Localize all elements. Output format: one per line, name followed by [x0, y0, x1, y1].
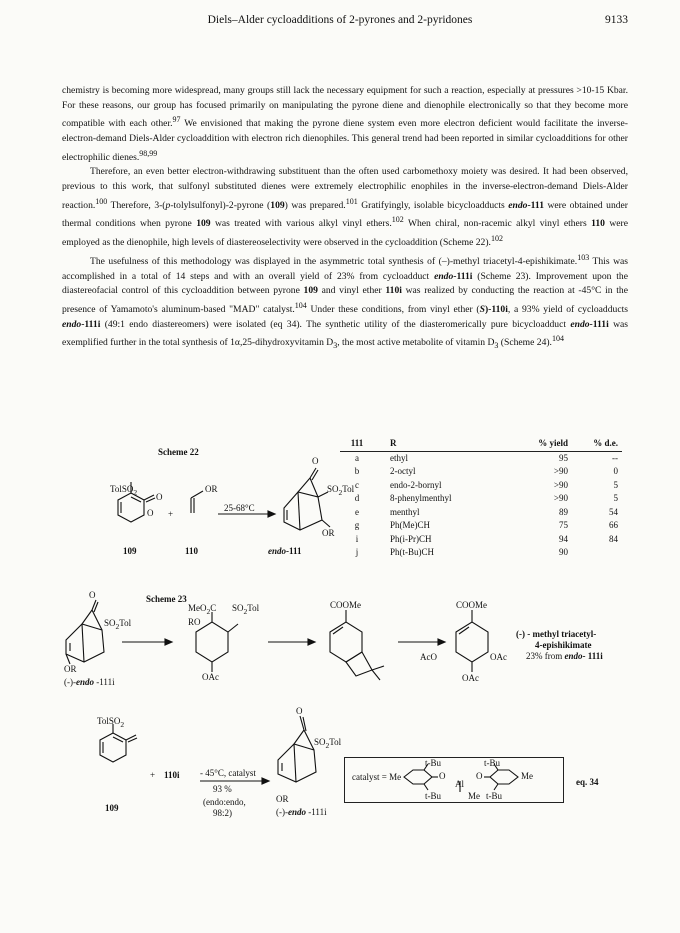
paragraph-2: Therefore, an even better electron-withdrawing substituent than the often used carbomethoxy moiety was desired. It had been observed, previous to this work, that sulfonyl substituted dienes were extremely electrophilic enophiles in the inverse-electron-demand Diels-Alder reaction.$^{100}$ Therefore, 3-(p-tolylsulfonyl)-2-pyrone (109) was prepared.$^{101}$ Gratifyingly, isolable bicycloadducts endo-111 were obtained under thermal conditions when pyrone 109 was treated with various alkyl vinyl ethers.$^{102}$ When chiral, non-racemic alkyl vinyl ethers 110 were employed as the dienophile, high levels of diastereoselectivity were observed in the cycloaddition (Scheme 22).$^{102}$ [62, 166, 628, 249]
table-cell: Ph(t-Bu)CH [390, 547, 435, 557]
table-cell: Ph(i-Pr)CH [390, 533, 432, 544]
scheme-22-title: Scheme 22 [158, 447, 199, 457]
catalyst-tbu-3: t-Bu [425, 791, 442, 801]
catalyst-me-right: Me [521, 771, 533, 781]
eq34-compound-109: 109 [105, 803, 119, 813]
page-number: 9133 [605, 14, 628, 26]
table-cell: Ph(Me)CH [390, 520, 430, 530]
eq34-product-or: OR [276, 794, 289, 804]
table-cell: 90 [559, 547, 568, 557]
table-row [340, 506, 622, 520]
eq34-conditions-3: (endo:endo, [203, 797, 246, 807]
tolso2-label: TolSO$_2$ [110, 484, 138, 497]
shikimate-structure [456, 610, 488, 672]
eq34-tolso2-label: TolSO$_2$ [97, 716, 125, 729]
catalyst-al: Al [455, 779, 464, 789]
s23-i3-oac1-label: OAc [490, 652, 507, 662]
vinyl-ether-110-structure [191, 491, 203, 513]
s23-i1-oac-label: OAc [202, 672, 219, 682]
eq34-product-label: (-)-endo -111i [276, 807, 327, 817]
table-cell: 95 [559, 452, 568, 463]
table-cell: >90 [553, 466, 568, 476]
table-row [340, 465, 622, 479]
s23-i1-meo2c-label: MeO$_2$C [188, 603, 217, 616]
compound-110-label: 110 [185, 546, 199, 556]
eq34-product-o: O [296, 706, 303, 716]
catalyst-label: catalyst = Me [352, 772, 402, 782]
table-cell: -- [612, 452, 618, 463]
paragraph-1: chemistry is becoming more widespread, many groups still lack the necessary equipment for such a reaction, especially at pressures >10-15 Kbar. For these reasons, our group has focused primarily on manipulating the pyrone diene and dienophile electronically so that they become more compatible with each other.$^{97}$ We envisioned that making the pyrone diene system even more electron deficient would facilitate the inverse-electron-demand Diels-Alder cycloaddition with electron rich dienophiles. This general trend had been reported in similar cycloadditions for other electrophilic dienes.$^{98,99}$ [62, 85, 628, 163]
s23-i2-coome-label: COOMe [330, 600, 361, 610]
s23-i3-coome-label: COOMe [456, 600, 487, 610]
s23-product-line-2: 4-epishikimate [535, 640, 592, 650]
s23-product-line-3: 23% from endo- 111i [526, 651, 603, 661]
table-cell: d [354, 493, 360, 503]
table-row [340, 451, 622, 465]
s23-i1-ro-label: RO [188, 617, 201, 627]
table-cell: >90 [553, 479, 568, 490]
eq34-pyrone-structure [100, 724, 137, 762]
eq34-product-so2tol: $SO_2Tol$ [314, 737, 342, 750]
table-cell: i [355, 533, 359, 544]
catalyst-o-left: O [439, 771, 446, 781]
vinyl-ether-or-label: OR [205, 484, 218, 494]
table-row [340, 492, 622, 506]
s23-i1-so2tol-label: $SO_2Tol$ [232, 603, 260, 616]
s23-start-so2tol-label: $SO_2Tol$ [104, 618, 132, 631]
scheme-23-title: Scheme 23 [146, 594, 187, 604]
catalyst-tbu-4: t-Bu [486, 791, 503, 801]
eq34-plus: + [150, 770, 156, 780]
plus-sign: + [168, 509, 174, 519]
s23-start-o-label: O [89, 590, 96, 600]
table-cell: e [355, 506, 359, 517]
table-row [340, 519, 622, 533]
table-cell: endo-2-bornyl [390, 479, 442, 490]
table-cell: c [355, 479, 359, 490]
table-row [340, 533, 622, 547]
table-cell: 8-phenylmenthyl [390, 493, 452, 503]
eq34-conditions-1: - 45°C, catalyst [200, 768, 256, 778]
table-cell: ethyl [390, 452, 408, 463]
table-cell [572, 546, 622, 560]
catalyst-o-right: O [476, 771, 483, 781]
s23-start-or-label: OR [64, 664, 77, 674]
eq34-product-structure [278, 716, 316, 782]
catalyst-me-center: Me [468, 791, 480, 801]
eq34-reagent: 110i [164, 770, 180, 780]
table-cell: 0 [613, 466, 618, 476]
catalyst-tbu-2: t-Bu [484, 758, 501, 768]
diastereoselectivity-table [340, 437, 622, 560]
table-row [340, 479, 622, 493]
pyrone-ring-o-label: O [147, 508, 154, 518]
table-cell: menthyl [390, 506, 420, 517]
table-cell: 89 [559, 506, 568, 517]
product-so2tol-label: $SO_2Tol$ [327, 484, 355, 497]
equation-number: eq. 34 [576, 777, 599, 787]
table-cell: 2-octyl [390, 466, 416, 476]
s23-start-compound-label: (-)-endo -111i [64, 677, 115, 687]
compound-109-label: 109 [123, 546, 137, 556]
compound-endo-111-label: endo-111 [268, 546, 302, 556]
catalyst-tbu-1: t-Bu [425, 758, 442, 768]
scheme23-intermediate-1-structure [196, 612, 238, 672]
eq34-conditions-4: 98:2) [213, 808, 232, 818]
s23-i3-aco-label: AcO [420, 652, 437, 662]
eq34-conditions-2: 93 % [213, 784, 232, 794]
s23-product-line-1: (-) - methyl triacetyl- [516, 629, 597, 639]
table-cell: a [355, 452, 359, 463]
table-cell: 66 [609, 520, 618, 530]
table-cell: j [355, 547, 359, 557]
scheme23-start-structure [66, 600, 104, 664]
table-cell: 54 [609, 506, 618, 517]
pyrone-o-label: O [156, 492, 163, 502]
table-header-row: 111 R % yield % d.e. [340, 437, 622, 451]
product-or-label: OR [322, 528, 335, 538]
scheme23-intermediate-2-structure [330, 610, 384, 680]
table-cell: g [354, 520, 360, 530]
s23-i3-oac2-label: OAc [462, 673, 479, 683]
product-o-label: O [312, 456, 319, 466]
table-cell: 94 [559, 533, 568, 544]
table-row [340, 546, 622, 560]
table-cell: 5 [613, 493, 618, 503]
scheme22-conditions: 25-68°C [224, 503, 255, 513]
table-cell: >90 [553, 493, 568, 503]
table-cell: 75 [559, 520, 568, 530]
table-cell: 5 [613, 479, 618, 490]
paragraph-3: The usefulness of this methodology was displayed in the asymmetric total synthesis of (–)-methyl triacetyl-4-epishikimate.$^{103}$ This was accomplished in a total of 14 steps and with an overall yield of 23% from cycloadduct endo-111i (Scheme 23). Improvement upon the diastereofacial control of this cycloaddition between pyrone 109 and vinyl ether 110i was realized by conducting the reaction at -45°C in the presence of Yamamoto's aluminum-based "MAD" catalyst.$^{104}$ Under these conditions, from vinyl ether (S)-110i, a 93% yield of cycloadducts endo-111i (49:1 endo diastereomers) were isolated (eq 34). The synthetic utility of the diasteromerically pure bicycloadduct endo-111i was exemplified further in the total synthesis of 1α,25-dihydroxyvitamin $D_3$, the most active metabolite of vitamin $D_3$ (Scheme 24).$^{104}$ [62, 252, 628, 351]
running-title: Diels–Alder cycloadditions of 2-pyrones and 2-pyridones [207, 14, 473, 26]
table-cell: 84 [609, 533, 618, 544]
bicycloadduct-endo-111-structure [284, 468, 330, 530]
table-cell: b [354, 466, 360, 476]
